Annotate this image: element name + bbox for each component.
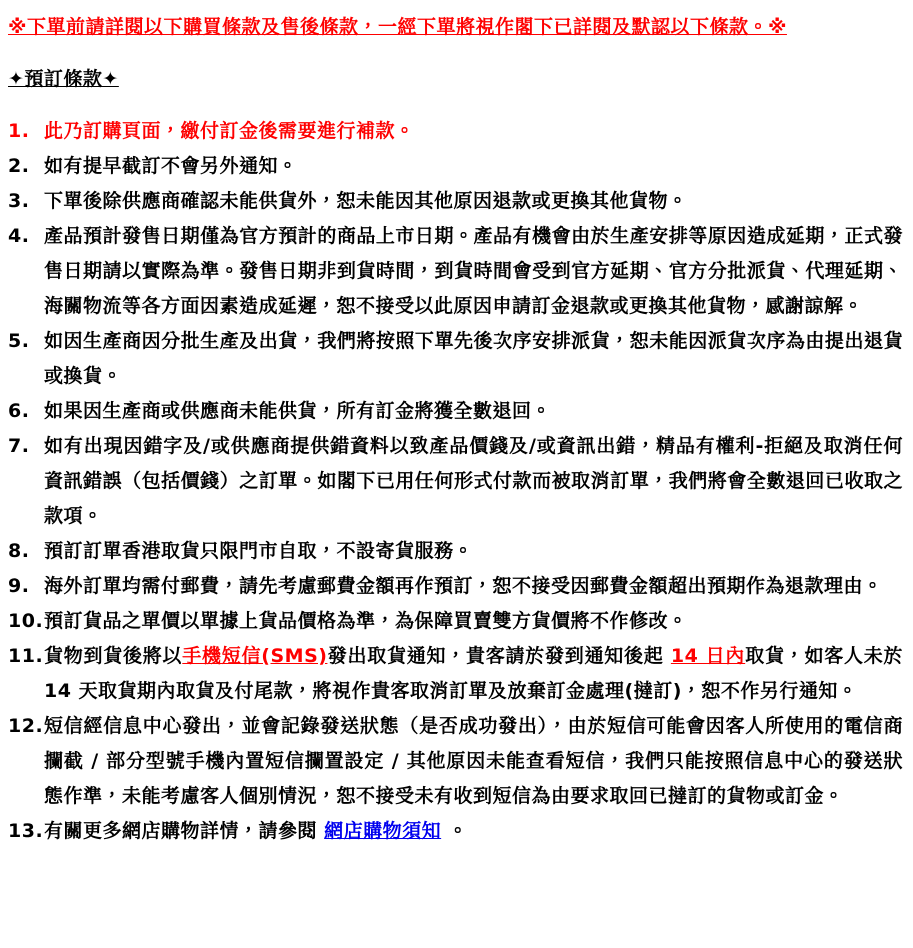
terms-list [8,114,903,849]
term-text [44,394,903,429]
term-item [8,184,903,219]
term-segment: 如果因生產商或供應商未能供貨，所有訂金將獲全數退回。 [44,400,552,422]
term-number: 5. [8,330,30,352]
section-header-preorder-terms: ✦預訂條款✦ [8,68,119,90]
term-number: 4. [8,225,30,247]
term-item [8,324,903,394]
term-segment: 取貨，如客人未於 14 天取貨期內取貨及付尾款，將視作貴客取消訂單及放棄訂金處理(撻訂)，恕不作另行通知。 [44,645,903,702]
term-number: 10. [8,610,44,632]
term-segment: 如有提早截訂不會另外通知。 [44,155,298,177]
term-number: 8. [8,540,30,562]
term-item [8,219,903,324]
term-number: 9. [8,575,30,597]
term-item [8,534,903,569]
term-number: 2. [8,155,30,177]
term-number: 6. [8,400,30,422]
term-number: 3. [8,190,30,212]
page-title: ※下單前請詳閱以下購買條款及售後條款，一經下單將視作閣下已詳閱及默認以下條款。※ [8,16,787,38]
term-item [8,639,903,709]
term-segment: 預訂貨品之單價以單據上貨品價格為準，為保障買賣雙方貨價將不作修改。 [44,610,688,632]
term-number: 12. [8,715,44,737]
term-text [44,639,903,709]
term-segment: 貨物到貨後將以 [44,645,183,667]
term-segment: 如有出現因錯字及/或供應商提供錯資料以致產品價錢及/或資訊出錯，精品有權利-拒絕及取消任何資訊錯誤（包括價錢）之訂單。如閣下已用任何形式付款而被取消訂單，我們將會全數退回已收取之款項。 [44,435,903,527]
term-text [44,114,903,149]
term-number: 13. [8,820,44,842]
term-segment: 此乃訂購頁面，繳付訂金後需要進行補款。 [44,120,415,142]
term-segment: 。 [441,820,468,842]
term-text [44,604,903,639]
term-text [44,429,903,534]
term-item [8,604,903,639]
term-segment: 有關更多網店購物詳情，請參閱 [44,820,325,842]
term-item [8,149,903,184]
term-text [44,814,903,849]
term-text [44,534,903,569]
term-text [44,569,903,604]
term-segment: 海外訂單均需付郵費，請先考慮郵費金額再作預訂，恕不接受因郵費金額超出預期作為退款理由。 [44,575,883,597]
term-number: 11. [8,645,44,667]
term-segment: 下單後除供應商確認未能供貨外，恕未能因其他原因退款或更換其他貨物。 [44,190,688,212]
term-text [44,219,903,324]
term-item [8,569,903,604]
term-item [8,394,903,429]
term-text [44,709,903,814]
term-item [8,114,903,149]
term-number: 1. [8,120,30,142]
term-segment: 如因生產商因分批生產及出貨，我們將按照下單先後次序安排派貨，恕未能因派貨次序為由提出退貨或換貨。 [44,330,903,387]
term-segment: 產品預計發售日期僅為官方預計的商品上市日期。產品有機會由於生產安排等原因造成延期，正式發售日期請以實際為準。發售日期非到貨時間，到貨時間會受到官方延期、官方分批派貨、代理延期、海關物流等各方面因素造成延遲，恕不接受以此原因申請訂金退款或更換其他貨物，感謝諒解。 [44,225,903,317]
store-shopping-notice-link[interactable]: 網店購物須知 [324,820,442,842]
term-text [44,324,903,394]
highlighted-term-text: 14 日內 [670,645,746,667]
term-segment: 短信經信息中心發出，並會記錄發送狀態（是否成功發出），由於短信可能會因客人所使用的電信商攔截 / 部分型號手機內置短信攔置設定 / 其他原因未能查看短信，我們只能按照信息中心的發送狀態作準，未能考慮客人個別情況，恕不接受未有收到短信為由要求取回已撻訂的貨物或訂金。 [44,715,903,807]
term-segment: 預訂訂單香港取貨只限門市自取，不設寄貨服務。 [44,540,474,562]
term-item [8,429,903,534]
term-segment: 發出取貨通知，貴客請於發到通知後起 [327,645,671,667]
term-text [44,184,903,219]
term-text [44,149,903,184]
highlighted-term-text: 手機短信(SMS) [182,645,328,667]
term-item [8,814,903,849]
term-number: 7. [8,435,30,457]
term-item [8,709,903,814]
